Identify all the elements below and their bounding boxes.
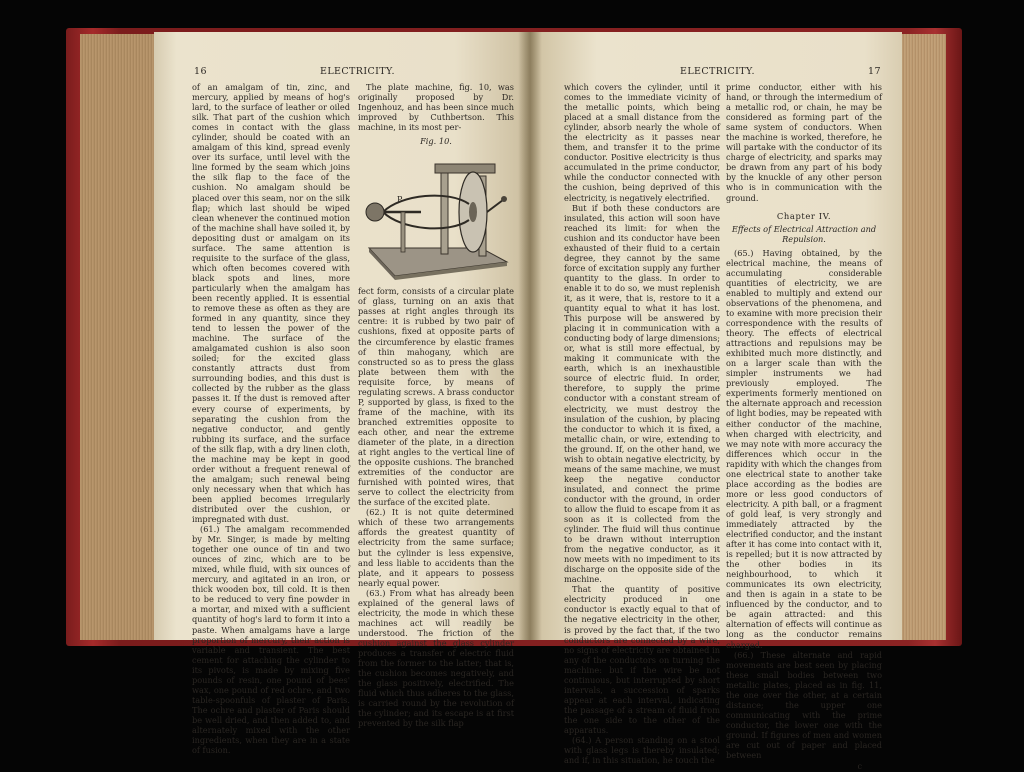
page-number-left: 16 [194, 66, 207, 77]
page-edges-left [80, 34, 154, 640]
figure-label-p: P [397, 195, 403, 205]
paragraph: (62.) It is not quite determined which of these two arrangements affords the greatest quantity of electricity from the same surface; but the cylinder is less expensive, and less liable to accidents than the plate, and it appears to possess nearly equal power. [358, 507, 514, 588]
signature-mark: c [857, 762, 862, 772]
paragraph: (63.) From what has already been explained of the general laws of electricity, the mode in which these machines act will readily be understood. The friction of the cushion against the glass cylinder produces a transfer of electric fluid from the former to the latter; that is, the cushion becomes negatively, and the glass positively, electrified. The fluid which thus adheres to the glass, is carried round by the revolution of the cylinder; and its escape is at first prevented by the silk flap [358, 587, 514, 729]
paragraph: which covers the cylinder, until it comes to the immediate vicinity of the metallic points, which being placed at a small distance from the cylinder, absorb nearly the whole of the electricity as it passes near them, and transfer it to the prime conductor. Positive electricity is thus accumulated in the prime conductor, while the conductor connected with the cushion, being deprived of this electricity, is negatively electrified. [564, 82, 720, 203]
plate-machine-figure [361, 150, 511, 282]
right-column-2 [726, 82, 882, 772]
figure-caption: Fig. 10. [420, 136, 452, 147]
running-head-left: ELECTRICITY. [320, 66, 395, 77]
right-page [530, 32, 902, 772]
paragraph: That the quantity of positive electricity produced in one conductor is exactly equal to that of the negative electricity in the other, is proved by the fact that, if the two conductors are connected by a wire, no signs of electricity are obtained in any of the conductors on turning the machine: but if the wire be not continuous, but interrupted by short intervals, a succession of sparks appear at each interval, indicating the passage of a stream of fluid from the one side to the other of the apparatus. [564, 584, 720, 735]
open-book [66, 28, 962, 772]
chapter-subtitle: Effects of Electrical Attraction and Repulsion. [731, 223, 877, 244]
paragraph: (66.) These alternate and rapid movements are best seen by placing these small bodies between two metallic plates, placed as in fig. 11, the one over the other, at a certain distance; the upper one communicating with the prime conductor, the lower one with the ground. If figures of men and women are cut out of paper and placed between [726, 649, 882, 761]
page-number-right: 17 [868, 66, 881, 77]
paragraph: (61.) The amalgam recommended by Mr. Singer, is made by melting together one ounce of tin and two ounces of zinc, which are to be mixed, while fluid, with six ounces of mercury, and agitated in an iron, or thick wooden box, till cold. It is then to be reduced to very fine powder in a mortar, and mixed with a sufficient quantity of hog's lard to form it into a paste. When amalgams have a large proportion of mercury, their action is variable and transient. The best cement for attaching the cylinder to its pivots, is made by mixing five pounds of resin, one pound of bees' wax, one pound of red ochre, and two table-spoonfuls of plaster of Paris. The ochre and plaster of Paris should be well dried, and then added to, and alternately mixed with the other ingredients, when they are in a state of fusion. [192, 524, 350, 756]
paragraph: (64.) A person standing on a stool with glass legs is thereby insulated; and if, in this situation, he touch the [564, 735, 720, 766]
left-column-2 [358, 82, 514, 729]
paragraph: prime conductor, either with his hand, or through the intermedium of a metallic rod, or chain, he may be considered as forming part of the same system of conductors. When the machine is worked, therefore, he will partake with the conductor of its charge of electricity, and sparks may be drawn from any part of his body by the knuckle of any other person who is in communication with the ground. [726, 82, 882, 203]
paragraph: (65.) Having obtained, by the electrical machine, the means of accumulating considerable quantities of electricity, we are enabled to multiply and extend our observations of the phenomena, and to examine with more precision their correspondence with the results of theory. The effects of electrical attractions and repulsions may be exhibited much more distinctly, and on a larger scale than with the simpler instruments we had previously employed. The experiments formerly mentioned on the alternate approach and recession of light bodies, may be repeated with either conductor of the machine, when charged with electricity, and we may note with more accuracy the differences which occur in the rapidity with which the changes from one electrical state to another take place according as the bodies are more or less good conductors of electricity. A pith ball, or a fragment of gold leaf, is very strongly and immediately attracted by the electrified conductor, and the instant after it has come into contact with it, is repelled; but it is now attracted by the other bodies in its neighbourhood, to which it communicates its own electricity, and then is again in a state to be influenced by the conductor, and to be again attracted: and this alternation of effects will continue as long as the conductor remains charged. [726, 247, 882, 650]
chapter-title: Chapter IV. [776, 210, 832, 221]
paragraph: of an amalgam of tin, zinc, and mercury, applied by means of hog's lard, to the surface of leather or oiled silk. That part of the cushion which comes in contact with the glass cylinder, should be coated with an amalgam of this kind, spread evenly over its surface, until level with the line formed by the seam which joins the silk flap to the face of the cushion. No amalgam should be placed over this seam, nor on the silk flap; which last should be wiped clean whenever the continued motion of the machine shall have soiled it, by depositing dust or amalgam on its surface. The same attention is requisite to the surface of the glass, which often becomes covered with black spots and lines, more particularly when the amalgam has been recently applied. It is essential to remove these as often as they are formed in any quantity, since they tend to lessen the power of the machine. The surface of the amalgamated cushion is also soon soiled; for the excited glass constantly attracts dust from surrounding bodies, and this dust is collected by the rubber as the glass passes it. If the dust is removed after every course of experiments, by separating the cushion from the negative conductor, and gently rubbing its surface, and the surface of the silk flap, with a dry linen cloth, the machine may be kept in good order without a frequent renewal of the amalgam; such renewal being only necessary when that which has been applied becomes irregularly distributed over the cushion, or impregnated with dust. [192, 82, 350, 525]
right-column-1 [564, 82, 720, 766]
paragraph: But if both these conductors are insulated, this action will soon have reached its limit: for when the cushion and its conductor have been exhausted of their fluid to a certain degree, they cannot by the same force of excitation supply any further quantity to the glass. In order to enable it to do so, we must replenish it, as it were, that is, restore to it a quantity equal to what it has lost. This purpose will be answered by placing it in communication with a conducting body of large dimensions; or, what is still more effectual, by making it communicate with the earth, which is an inexhaustible source of electric fluid. In order, therefore, to supply the prime conductor with a constant stream of electricity, we must destroy the insulation of the cushion, by placing the conductor to which it is fixed, a metallic chain, or wire, extending to the ground. If, on the other hand, we wish to obtain negative electricity, by means of the same machine, we must keep the negative conductor insulated, and connect the prime conductor with the ground, in order to allow the fluid to escape from it as soon as it is collected from the cylinder. The fluid will thus continue to be drawn without interruption from the negative conductor, as it now meets with no impediment to its discharge on the opposite side of the machine. [564, 202, 720, 585]
paragraph: The plate machine, fig. 10, was originally proposed by Dr. Ingenhouz, and has been since much improved by Cuthbertson. This machine, in its most per- [358, 82, 514, 133]
left-column-1 [192, 82, 350, 756]
left-page [154, 32, 530, 756]
paragraph: fect form, consists of a circular plate of glass, turning on an axis that passes at right angles through its centre: it is rubbed by two pair of cushions, fixed at opposite parts of the circumference by elastic frames of thin mahogany, which are constructed so as to press the glass plate between them with the requisite force, by means of regulating screws. A brass conductor P, supported by glass, is fixed to the frame of the machine, with its branched extremities opposite to each other, and near the extreme diameter of the plate, in a direction at right angles to the vertical line of the opposite cushions. The branched extremities of the conductor are furnished with pointed wires, that serve to collect the electricity from the surface of the excited plate. [358, 286, 514, 508]
running-head-right: ELECTRICITY. [680, 66, 755, 77]
